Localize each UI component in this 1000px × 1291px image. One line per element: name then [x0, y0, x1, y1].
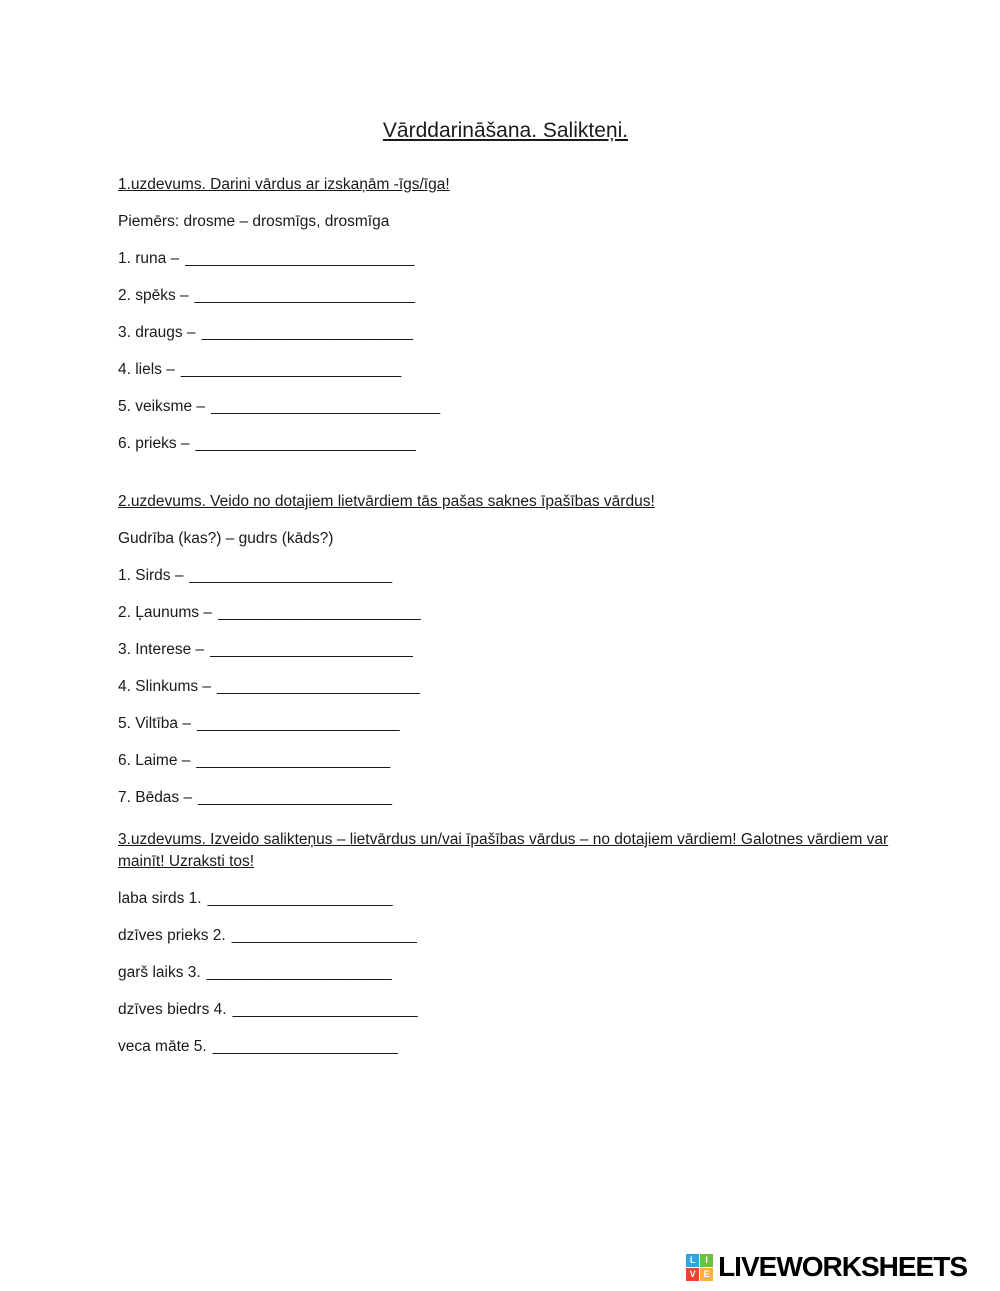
worksheet-line	[118, 639, 893, 661]
section-3-heading: 3.uzdevums. Izveido salikteņus – lietvārdus un/vai īpašības vārdus – no dotajiem vārdiem! Galotnes vārdiem var mainīt! Uzraksti tos!	[118, 831, 889, 870]
answer-blank[interactable]: _____________________	[206, 964, 392, 981]
item-label: 6. Laime –	[118, 752, 191, 769]
answer-blank[interactable]: _________________________	[195, 435, 417, 452]
worksheet-line	[118, 713, 893, 735]
section-1-heading: 1.uzdevums. Darini vārdus ar izskaņām -īgs/īga!	[118, 176, 450, 193]
item-label: veca māte 5.	[118, 1038, 207, 1055]
logo-square-e: E	[700, 1268, 713, 1281]
logo-square-v: V	[686, 1268, 699, 1281]
answer-blank[interactable]: _______________________	[196, 715, 400, 732]
answer-blank[interactable]: ______________________	[196, 752, 391, 769]
worksheet-line	[118, 396, 893, 418]
item-label: dzīves biedrs 4.	[118, 1001, 227, 1018]
liveworksheets-footer	[686, 1251, 967, 1283]
worksheet-line	[118, 888, 893, 910]
answer-blank[interactable]: _______________________	[217, 678, 420, 695]
item-label: 1. Sirds –	[118, 567, 184, 584]
item-label: laba sirds 1.	[118, 890, 202, 907]
answer-blank[interactable]: ________________________	[201, 324, 414, 341]
item-label: 4. Slinkums –	[118, 678, 212, 695]
worksheet-line	[118, 787, 893, 809]
item-label: 3. Interese –	[118, 641, 205, 658]
item-label: 2. Ļaunums –	[118, 604, 212, 621]
answer-blank[interactable]: __________________________	[185, 250, 415, 267]
answer-blank[interactable]: __________________________	[211, 398, 441, 415]
worksheet-content	[118, 0, 893, 1073]
answer-blank[interactable]: _______________________	[189, 567, 393, 584]
section-2-example: Gudrība (kas?) – gudrs (kāds?)	[118, 530, 334, 547]
logo-square-i: I	[700, 1254, 713, 1267]
item-label: 3. draugs –	[118, 324, 196, 341]
section-2-heading: 2.uzdevums. Veido no dotajiem lietvārdiem tās pašas saknes īpašības vārdus!	[118, 493, 655, 510]
answer-blank[interactable]: _____________________	[207, 890, 393, 907]
worksheet-line	[118, 565, 893, 587]
item-label: dzīves prieks 2.	[118, 927, 226, 944]
worksheet-line	[118, 962, 893, 984]
worksheet-line	[118, 750, 893, 772]
worksheet-line	[118, 602, 893, 624]
worksheet-line	[118, 1036, 893, 1058]
item-label: 4. liels –	[118, 361, 175, 378]
item-label: 7. Bēdas –	[118, 789, 193, 806]
worksheet-line	[118, 359, 893, 381]
liveworksheets-brand-text: LIVEWORKSHEETS	[718, 1251, 967, 1282]
worksheet-line	[118, 322, 893, 344]
answer-blank[interactable]: _________________________	[194, 287, 416, 304]
answer-blank[interactable]: _______________________	[217, 604, 421, 621]
item-label: 5. Viltība –	[118, 715, 191, 732]
answer-blank[interactable]: _____________________	[231, 927, 417, 944]
answer-blank[interactable]: ______________________	[198, 789, 393, 806]
item-label: 6. prieks –	[118, 435, 190, 452]
worksheet-line	[118, 285, 893, 307]
answer-blank[interactable]: _______________________	[210, 641, 414, 658]
answer-blank[interactable]: _____________________	[212, 1038, 398, 1055]
item-label: 1. runa –	[118, 250, 180, 267]
answer-blank[interactable]: _________________________	[180, 361, 402, 378]
item-label: garš laiks 3.	[118, 964, 201, 981]
item-label: 5. veiksme –	[118, 398, 206, 415]
item-label: 2. spēks –	[118, 287, 189, 304]
page-title: Vārddarināšana. Salikteņi.	[382, 119, 629, 142]
worksheet-line	[118, 999, 893, 1021]
worksheet-line	[118, 433, 893, 455]
liveworksheets-logo-icon	[686, 1254, 713, 1281]
worksheet-line	[118, 676, 893, 698]
worksheet-line	[118, 248, 893, 270]
logo-square-l: L	[686, 1254, 699, 1267]
section-1-example: Piemērs: drosme – drosmīgs, drosmīga	[118, 213, 390, 230]
worksheet-line	[118, 925, 893, 947]
answer-blank[interactable]: _____________________	[232, 1001, 418, 1018]
